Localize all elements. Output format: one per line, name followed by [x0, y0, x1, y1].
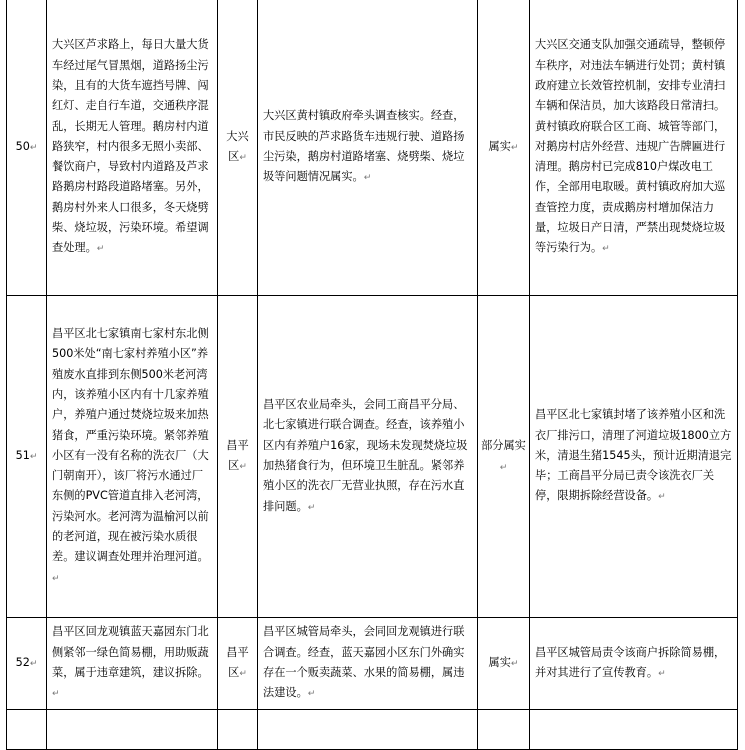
complaint-cell: 昌平区北七家镇南七家村东北侧500米处“南七家村养殖小区”养殖废水直排到东侧500米老河湾内，该养殖小区内有十几家养殖户，养殖户通过焚烧垃圾来加热猪食，严重污染环境。紧邻养殖小区有一没有名称的洗衣厂（大门朝南开），该厂将污水通过厂东侧的PVC管道直排入老河湾，污染河水。老河湾为温榆河以前的老河道，现在被污染水质很差。建议调查处理并治理河道。↵	[47, 296, 218, 618]
table-row	[7, 710, 738, 750]
action-cell: 昌平区城管局责令该商户拆除简易棚，并对其进行了宣传教育。↵	[530, 618, 738, 710]
investigation-cell: 昌平区农业局牵头，会同工商昌平分局、北七家镇进行联合调查。经查，该养殖小区内有养殖户16家，现场未发现焚烧垃圾加热猪食行为，但环境卫生脏乱。紧邻养殖小区的洗衣厂无营业执照，存在污水直排问题。↵	[258, 296, 478, 618]
status-cell: 属实↵	[478, 0, 530, 296]
table-row	[7, 0, 738, 296]
row-number: 52↵	[7, 618, 47, 710]
complaint-cell: 大兴区芦求路上，每日大量大货车经过尾气冒黑烟，道路扬尘污染，且有的大货车遮挡号牌、闯红灯、走自行车道，交通秩序混乱，长期无人管理。鹅房村内道路狭窄，村内很多无照小卖部、餐饮商户，导致村内道路及芦求路鹅房村路段道路堵塞。另外，鹅房村外来人口很多，冬天烧劈柴、烧垃圾，污染环境。希望调查处理。↵	[47, 0, 218, 296]
table-row	[7, 618, 738, 710]
district-cell: 大兴区↵	[218, 0, 258, 296]
investigation-cell: 昌平区城管局牵头，会同回龙观镇进行联合调查。经查，蓝天嘉园小区东门外确实存在一个贩卖蔬菜、水果的简易棚，属违法建设。↵	[258, 618, 478, 710]
investigation-cell: 大兴区黄村镇政府牵头调查核实。经查，市民反映的芦求路货车违规行驶、道路扬尘污染，鹅房村道路堵塞、烧劈柴、烧垃圾等问题情况属实。↵	[258, 0, 478, 296]
action-cell: 昌平区北七家镇封堵了该养殖小区和洗衣厂排污口，清理了河道垃圾1800立方米，清退生猪1545头，预计近期清退完毕；工商昌平分局已责令该洗衣厂关停，限期拆除经营设备。↵	[530, 296, 738, 618]
table-row	[7, 296, 738, 618]
status-cell: 部分属实↵	[478, 296, 530, 618]
complaint-cell: 昌平区回龙观镇蓝天嘉园东门北侧紧邻一绿色简易棚，用助贩蔬菜，属于违章建筑，建议拆除。↵	[47, 618, 218, 710]
action-cell: 大兴区交通支队加强交通疏导，整顿停车秩序，对违法车辆进行处罚；黄村镇政府建立长效管控机制，安排专业清扫车辆和保洁员，加大该路段日常清扫。黄村镇政府联合区工商、城管等部门，对鹅房村店外经营、违规广告牌匾进行清理。鹅房村已完成810户煤改电工作，全部用电取暖。黄村镇政府加大巡查管控力度，责成鹅房村增加保洁力量，垃圾日产日清，严禁出现焚烧垃圾等污染行为。↵	[530, 0, 738, 296]
district-cell: 昌平区↵	[218, 618, 258, 710]
status-cell: 属实↵	[478, 618, 530, 710]
district-cell: 昌平区↵	[218, 296, 258, 618]
complaint-table	[6, 0, 738, 750]
row-number: 51↵	[7, 296, 47, 618]
row-number: 50↵	[7, 0, 47, 296]
